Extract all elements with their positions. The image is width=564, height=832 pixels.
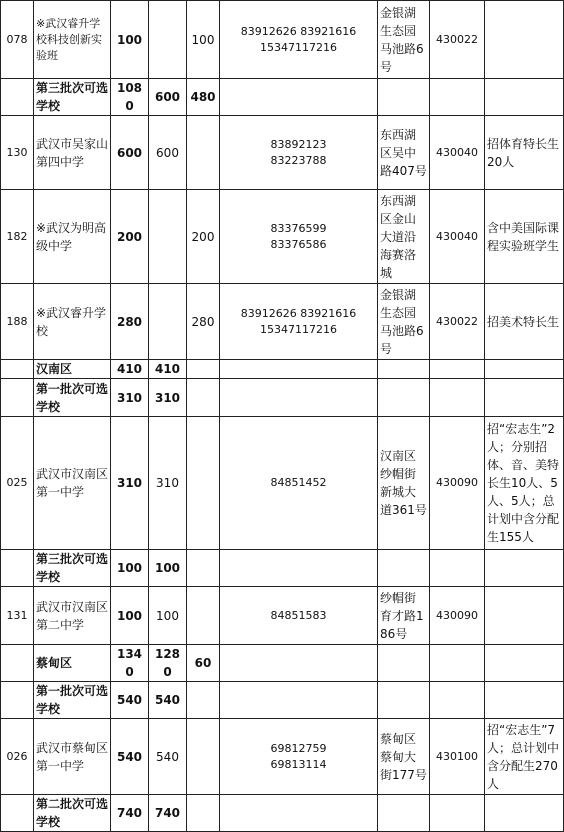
address: 汉南区纱帽街新城大道361号 bbox=[378, 417, 430, 550]
plan-private: 60 bbox=[187, 645, 220, 682]
table-row bbox=[1, 360, 564, 379]
plan-private: 100 bbox=[187, 1, 220, 79]
address: 蔡甸区蔡甸大街177号 bbox=[378, 719, 430, 795]
school-code bbox=[1, 682, 34, 719]
remarks bbox=[485, 682, 564, 719]
school-code bbox=[1, 379, 34, 417]
table-row bbox=[1, 550, 564, 587]
phone-text: 83892123 83223788 bbox=[270, 137, 327, 167]
table-row bbox=[1, 587, 564, 645]
address bbox=[378, 379, 430, 417]
plan-private bbox=[187, 360, 220, 379]
plan-public: 310 bbox=[149, 379, 187, 417]
school-name: 汉南区 bbox=[34, 360, 111, 379]
table-row bbox=[1, 645, 564, 682]
remarks bbox=[485, 645, 564, 682]
table-row bbox=[1, 417, 564, 550]
remarks: 招美术特长生 bbox=[485, 284, 564, 360]
table-row bbox=[1, 79, 564, 116]
plan-public bbox=[149, 190, 187, 284]
phone-text: 83912626 83921616 15347117216 bbox=[240, 24, 357, 54]
school-name: 第一批次可选学校 bbox=[34, 379, 111, 417]
plan-private: 280 bbox=[187, 284, 220, 360]
phone-text: 83376599 83376586 bbox=[270, 221, 327, 251]
address: 纱帽街育才路186号 bbox=[378, 587, 430, 645]
remarks: 招体育特长生20人 bbox=[485, 116, 564, 190]
school-code: 026 bbox=[1, 719, 34, 795]
plan-public bbox=[149, 1, 187, 79]
phone bbox=[220, 379, 378, 417]
school-name: 第三批次可选学校 bbox=[34, 550, 111, 587]
remarks: 含中美国际课程实验班学生 bbox=[485, 190, 564, 284]
plan-total: 310 bbox=[111, 417, 149, 550]
plan-public: 600 bbox=[149, 116, 187, 190]
school-code: 130 bbox=[1, 116, 34, 190]
phone-text: 83912626 83921616 15347117216 bbox=[240, 306, 357, 336]
phone bbox=[220, 719, 378, 795]
school-name: 蔡甸区 bbox=[34, 645, 111, 682]
phone-text: 69812759 69813114 bbox=[270, 741, 327, 771]
plan-private bbox=[187, 587, 220, 645]
address: 金银湖生态园马池路6号 bbox=[378, 284, 430, 360]
plan-total: 410 bbox=[111, 360, 149, 379]
address bbox=[378, 550, 430, 587]
table-row bbox=[1, 379, 564, 417]
table-row bbox=[1, 719, 564, 795]
plan-private bbox=[187, 795, 220, 832]
remarks: 招“宏志生”7人；总计划中含分配生270人 bbox=[485, 719, 564, 795]
plan-private: 200 bbox=[187, 190, 220, 284]
plan-total: 100 bbox=[111, 1, 149, 79]
plan-total: 310 bbox=[111, 379, 149, 417]
postal-code bbox=[430, 360, 485, 379]
school-name: 武汉市吴家山第四中学 bbox=[34, 116, 111, 190]
phone bbox=[220, 417, 378, 550]
postal-code bbox=[430, 645, 485, 682]
plan-total: 1340 bbox=[111, 645, 149, 682]
postal-code bbox=[430, 795, 485, 832]
phone bbox=[220, 190, 378, 284]
school-code bbox=[1, 79, 34, 116]
plan-public: 600 bbox=[149, 79, 187, 116]
postal-code bbox=[430, 682, 485, 719]
remarks bbox=[485, 587, 564, 645]
remarks bbox=[485, 379, 564, 417]
school-code: 078 bbox=[1, 1, 34, 79]
plan-public: 1280 bbox=[149, 645, 187, 682]
school-name: 武汉市蔡甸区第一中学 bbox=[34, 719, 111, 795]
school-code: 131 bbox=[1, 587, 34, 645]
phone bbox=[220, 116, 378, 190]
plan-total: 740 bbox=[111, 795, 149, 832]
address bbox=[378, 682, 430, 719]
phone bbox=[220, 284, 378, 360]
phone bbox=[220, 550, 378, 587]
plan-public: 100 bbox=[149, 587, 187, 645]
plan-public: 740 bbox=[149, 795, 187, 832]
address bbox=[378, 360, 430, 379]
plan-total: 280 bbox=[111, 284, 149, 360]
plan-total: 540 bbox=[111, 682, 149, 719]
school-name: 第三批次可选学校 bbox=[34, 79, 111, 116]
table-row bbox=[1, 682, 564, 719]
postal-code: 430090 bbox=[430, 417, 485, 550]
plan-total: 540 bbox=[111, 719, 149, 795]
school-code: 182 bbox=[1, 190, 34, 284]
remarks bbox=[485, 550, 564, 587]
plan-public: 410 bbox=[149, 360, 187, 379]
school-code bbox=[1, 645, 34, 682]
address bbox=[378, 79, 430, 116]
postal-code bbox=[430, 550, 485, 587]
postal-code: 430022 bbox=[430, 284, 485, 360]
school-name: 武汉市汉南区第二中学 bbox=[34, 587, 111, 645]
table-row bbox=[1, 795, 564, 832]
school-name: ※武汉睿升学校科技创新实验班 bbox=[34, 1, 111, 79]
address: 东西湖区金山大道沿海赛洛城 bbox=[378, 190, 430, 284]
school-code bbox=[1, 795, 34, 832]
phone-text: 84851452 bbox=[270, 476, 327, 489]
phone bbox=[220, 1, 378, 79]
school-name: 武汉市汉南区第一中学 bbox=[34, 417, 111, 550]
phone-text: 84851583 bbox=[270, 608, 327, 622]
postal-code bbox=[430, 79, 485, 116]
postal-code: 430022 bbox=[430, 1, 485, 79]
address bbox=[378, 795, 430, 832]
remarks bbox=[485, 360, 564, 379]
address: 金银湖生态园马池路6号 bbox=[378, 1, 430, 79]
postal-code: 430090 bbox=[430, 587, 485, 645]
postal-code: 430100 bbox=[430, 719, 485, 795]
plan-private bbox=[187, 719, 220, 795]
plan-public: 100 bbox=[149, 550, 187, 587]
phone bbox=[220, 682, 378, 719]
phone bbox=[220, 79, 378, 116]
school-code bbox=[1, 360, 34, 379]
plan-total: 100 bbox=[111, 587, 149, 645]
plan-private bbox=[187, 417, 220, 550]
plan-private bbox=[187, 682, 220, 719]
table-row bbox=[1, 1, 564, 79]
plan-private bbox=[187, 116, 220, 190]
phone bbox=[220, 360, 378, 379]
plan-total: 200 bbox=[111, 190, 149, 284]
plan-private bbox=[187, 550, 220, 587]
school-name: 第一批次可选学校 bbox=[34, 682, 111, 719]
plan-private bbox=[187, 379, 220, 417]
remarks: 招“宏志生”2人；分别招体、音、美特长生10人、5人、5人；总计划中含分配生155人 bbox=[485, 417, 564, 550]
remarks bbox=[485, 795, 564, 832]
table-row bbox=[1, 190, 564, 284]
table-body bbox=[1, 1, 564, 832]
school-code: 025 bbox=[1, 417, 34, 550]
plan-private: 480 bbox=[187, 79, 220, 116]
school-code bbox=[1, 550, 34, 587]
table-row bbox=[1, 116, 564, 190]
school-code: 188 bbox=[1, 284, 34, 360]
phone bbox=[220, 645, 378, 682]
plan-total: 600 bbox=[111, 116, 149, 190]
plan-total: 100 bbox=[111, 550, 149, 587]
plan-total: 1080 bbox=[111, 79, 149, 116]
postal-code: 430040 bbox=[430, 190, 485, 284]
plan-public: 540 bbox=[149, 682, 187, 719]
postal-code bbox=[430, 379, 485, 417]
school-name: 第二批次可选学校 bbox=[34, 795, 111, 832]
remarks bbox=[485, 1, 564, 79]
phone bbox=[220, 795, 378, 832]
postal-code: 430040 bbox=[430, 116, 485, 190]
plan-public: 540 bbox=[149, 719, 187, 795]
phone bbox=[220, 587, 378, 645]
address: 东西湖区吴中路407号 bbox=[378, 116, 430, 190]
plan-public bbox=[149, 284, 187, 360]
school-name: ※武汉为明高级中学 bbox=[34, 190, 111, 284]
remarks bbox=[485, 79, 564, 116]
address bbox=[378, 645, 430, 682]
table-row bbox=[1, 284, 564, 360]
plan-public: 310 bbox=[149, 417, 187, 550]
school-name: ※武汉睿升学校 bbox=[34, 284, 111, 360]
